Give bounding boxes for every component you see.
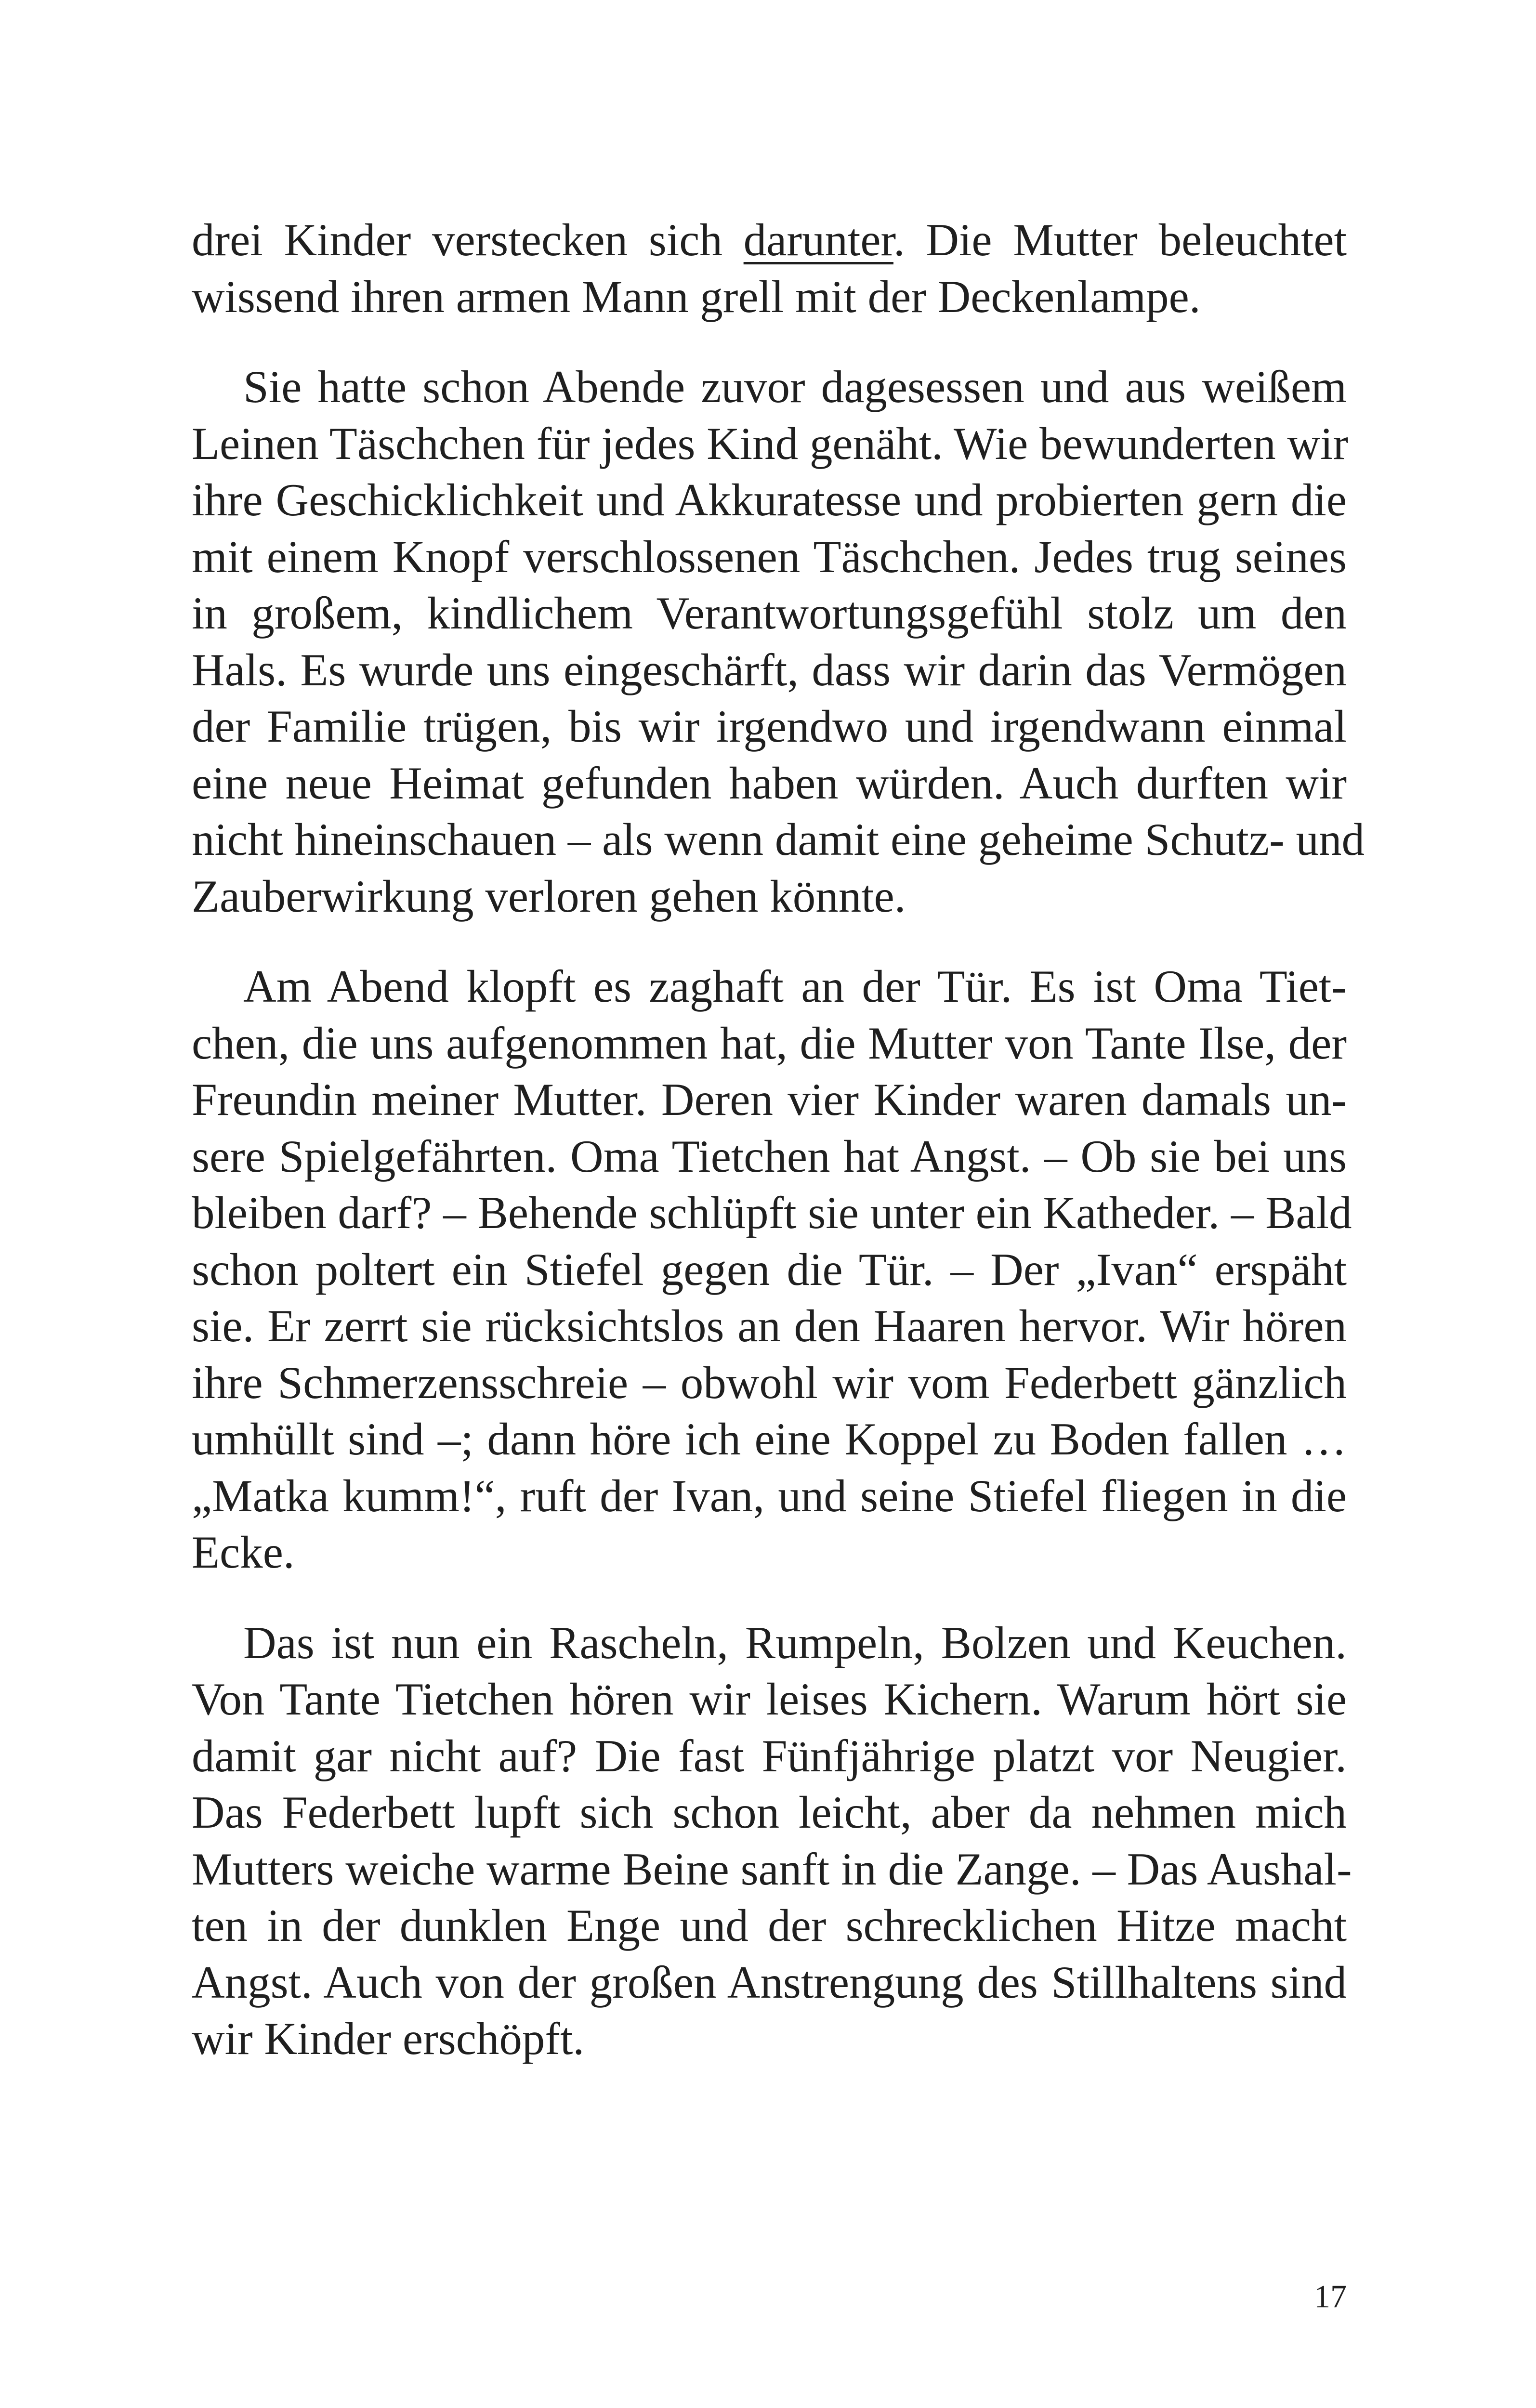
text-line: Das ist nun ein Rascheln, Rumpeln, Bolzen und Keuchen. bbox=[243, 1617, 1347, 1668]
text-line: in großem, kindlichem Verantwortungsgefühl stolz um den bbox=[192, 588, 1347, 639]
text-line: Mutters weiche warme Beine sanft in die Zange. – Das Aushal- bbox=[192, 1843, 1352, 1895]
text-line: Von Tante Tietchen hören wir leises Kichern. Warum hört sie bbox=[192, 1674, 1347, 1725]
text-line: sie. Er zerrt sie rücksichtslos an den Haaren hervor. Wir hören bbox=[192, 1300, 1347, 1351]
paragraph bbox=[192, 212, 1347, 325]
text-line: Zauberwirkung verloren gehen könnte. bbox=[192, 870, 906, 922]
text-line: chen, die uns aufgenommen hat, die Mutter von Tante Ilse, der bbox=[192, 1017, 1347, 1069]
text-line: bleiben darf? – Behende schlüpft sie unter ein Katheder. – Bald bbox=[192, 1187, 1352, 1238]
text-line: ihre Schmerzensschreie – obwohl wir vom Federbett gänzlich bbox=[192, 1357, 1347, 1408]
text-line: Sie hatte schon Abende zuvor dagesessen und aus weißem bbox=[243, 361, 1347, 412]
text-line: Freundin meiner Mutter. Deren vier Kinder waren damals un- bbox=[192, 1074, 1347, 1125]
text-line: drei Kinder verstecken sich darunter. Die Mutter beleuchtet bbox=[192, 214, 1347, 265]
text-line: Angst. Auch von der großen Anstrengung des Stillhaltens sind bbox=[192, 1956, 1347, 2008]
text-line: Leinen Täschchen für jedes Kind genäht. Wie bewunderten wir bbox=[192, 418, 1349, 469]
body-text bbox=[192, 212, 1365, 2068]
paragraph bbox=[192, 1615, 1352, 2068]
text-line: der Familie trügen, bis wir irgendwo und irgendwann einmal bbox=[192, 701, 1347, 752]
text-line: schon poltert ein Stiefel gegen die Tür. – Der „Ivan“ erspäht bbox=[192, 1243, 1347, 1295]
paragraph bbox=[192, 359, 1365, 925]
text-line: eine neue Heimat gefunden haben würden. Auch durften wir bbox=[192, 757, 1347, 809]
text-line: nicht hineinschauen – als wenn damit eine geheime Schutz- und bbox=[192, 814, 1365, 865]
text-line: ten in der dunklen Enge und der schrecklichen Hitze macht bbox=[192, 1900, 1347, 1951]
text-line: wissend ihren armen Mann grell mit der Deckenlampe. bbox=[192, 271, 1201, 322]
text-line: sere Spielgefährten. Oma Tietchen hat Angst. – Ob sie bei uns bbox=[192, 1130, 1347, 1182]
text-line: wir Kinder erschöpft. bbox=[192, 2013, 585, 2064]
text-line: damit gar nicht auf? Die fast Fünfjährige platzt vor Neugier. bbox=[192, 1730, 1347, 1781]
text-line: Am Abend klopft es zaghaft an der Tür. Es ist Oma Tiet- bbox=[243, 961, 1347, 1012]
text-line: mit einem Knopf verschlossenen Täschchen. Jedes trug seines bbox=[192, 531, 1347, 582]
text-line: Das Federbett lupft sich schon leicht, aber da nehmen mich bbox=[192, 1787, 1347, 1838]
text-line: ihre Geschicklichkeit und Akkuratesse und probierten gern die bbox=[192, 474, 1347, 525]
text-line: umhüllt sind –; dann höre ich eine Koppel zu Boden fallen … bbox=[192, 1413, 1347, 1465]
text-line: Hals. Es wurde uns eingeschärft, dass wir darin das Vermögen bbox=[192, 644, 1347, 695]
page-number: 17 bbox=[1314, 2278, 1347, 2315]
text-line: „Matka kumm!“, ruft der Ivan, und seine Stiefel fliegen in die bbox=[192, 1470, 1347, 1521]
text-line: Ecke. bbox=[192, 1527, 295, 1578]
paragraph bbox=[192, 958, 1352, 1581]
underlined-word: darunter bbox=[743, 214, 893, 265]
